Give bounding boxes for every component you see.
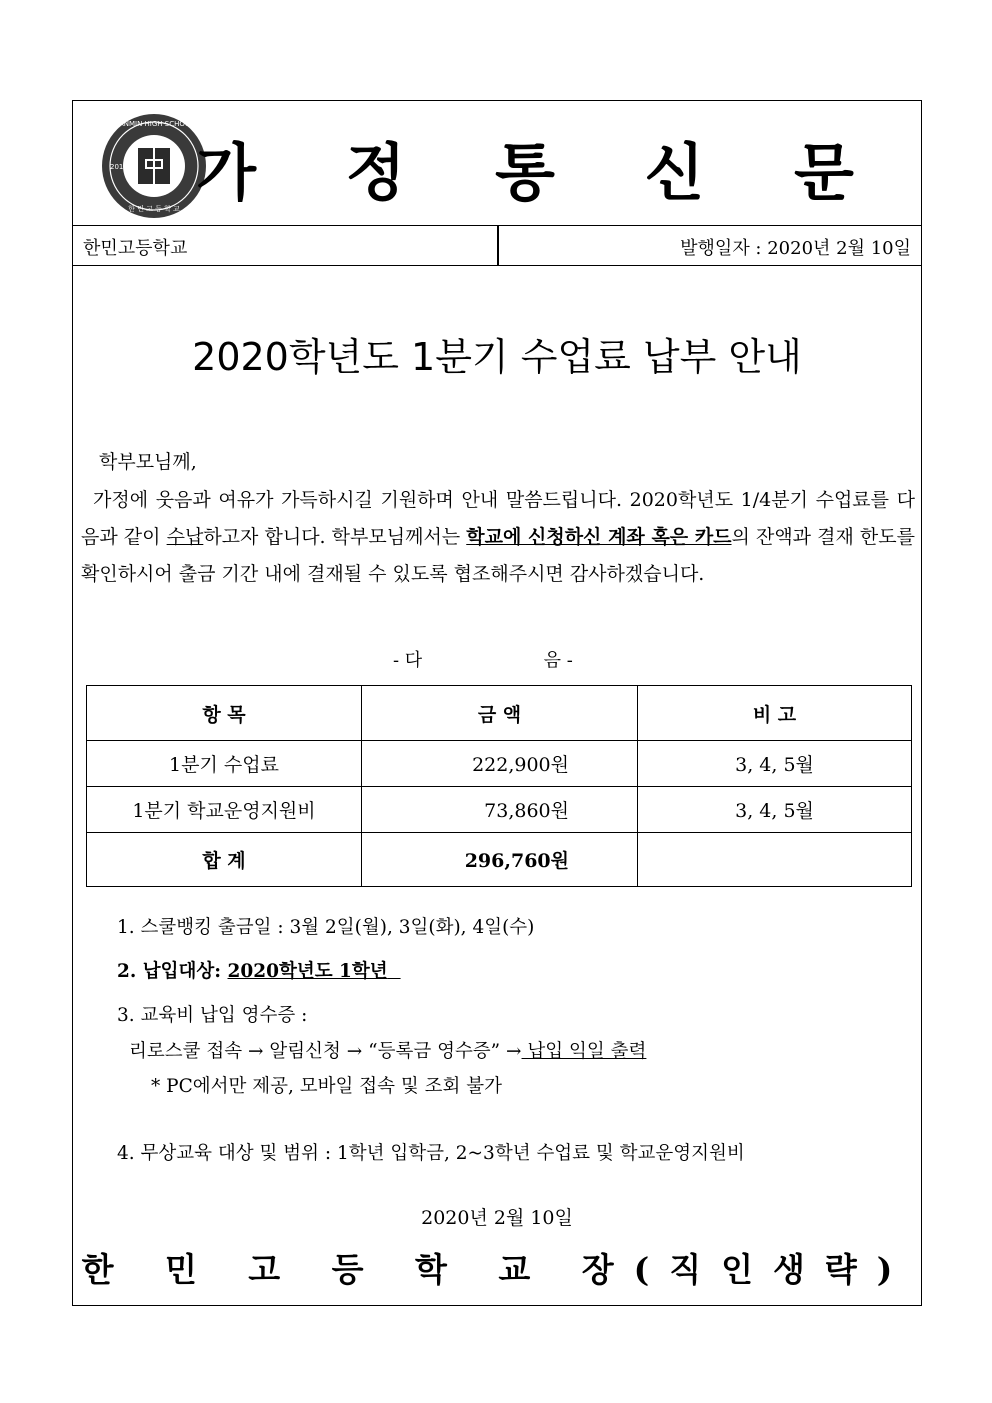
row-item: 1분기 수업료 <box>87 741 362 787</box>
total-amount: 296,760원 <box>362 833 638 887</box>
table-total-row <box>87 833 912 887</box>
row-note: 3, 4, 5월 <box>638 787 912 833</box>
item-target-value: 2020학년도 1학년 <box>227 961 388 982</box>
item-target-label: 2. 납입대상: <box>117 961 228 982</box>
row-item: 1분기 학교운영지원비 <box>87 787 362 833</box>
table-row <box>87 787 912 833</box>
logo-year: 2012 <box>110 163 128 171</box>
masthead-title: 가 정 통 신 문 <box>196 136 888 209</box>
info-bar <box>73 226 921 266</box>
row-note: 3, 4, 5월 <box>638 741 912 787</box>
body-underlined-1: 수납 <box>166 526 204 548</box>
row-amount: 222,900원 <box>362 741 638 787</box>
item-target <box>117 957 401 983</box>
logo-bottom-text: 한 민 고 등 학 교 <box>128 205 180 213</box>
header-amount: 금 액 <box>362 686 638 741</box>
header <box>73 101 921 226</box>
notice-title: 2020학년도 1분기 수업료 납부 안내 <box>192 335 802 379</box>
body-paragraph <box>81 482 915 593</box>
next-label-right: 음 - <box>543 650 573 671</box>
school-name: 한민고등학교 <box>83 238 188 259</box>
document-date: 2020년 2월 10일 <box>421 1207 573 1229</box>
total-label: 합 계 <box>87 833 362 887</box>
fee-table <box>86 685 912 887</box>
body-text-1: 가정에 웃음과 여유가 가득하시길 기원하며 안내 말씀드립니다. 2020학년도 1/4분기 수업료를 다음과 같이 <box>81 489 915 548</box>
body-text-3: 의 잔액과 결재 한도를 확인하시어 출금 기간 내에 결재될 수 있도록 협조해주시면 감사하겠습니다. <box>81 526 915 585</box>
row-amount: 73,860원 <box>362 787 638 833</box>
receipt-path-text: 리로스쿨 접속 → 알림신청 → “등록금 영수증” → <box>129 1041 522 1062</box>
item-receipt-path <box>129 1037 646 1063</box>
table-header-row <box>87 686 912 741</box>
newsletter-frame <box>72 100 922 1306</box>
next-label-left: - 다 <box>393 650 423 671</box>
item-withdrawal-date: 1. 스쿨뱅킹 출금일 : 3월 2일(월), 3일(화), 4일(수) <box>117 917 535 938</box>
header-item: 항 목 <box>87 686 362 741</box>
info-divider <box>497 226 499 265</box>
table-row <box>87 741 912 787</box>
body-text-2: 하고자 합니다. 학부모님께서는 <box>203 526 467 548</box>
header-note: 비 고 <box>638 686 912 741</box>
total-note <box>638 833 912 887</box>
receipt-path-underlined: 납입 익일 출력 <box>521 1041 647 1062</box>
next-label <box>393 646 573 672</box>
issue-date: 발행일자 : 2020년 2월 10일 <box>680 238 911 259</box>
body-underlined-bold: 학교에 신청하신 계좌 혹은 카드 <box>466 526 732 548</box>
principal-signoff: 한 민 고 등 학 교 장(직인생략) <box>81 1250 913 1289</box>
item-receipt: 3. 교육비 납입 영수증 : <box>117 1005 308 1026</box>
item-free-education: 4. 무상교육 대상 및 범위 : 1학년 입학금, 2~3학년 수업료 및 학교운영지원비 <box>117 1143 745 1164</box>
logo-ring-text: HANMIN HIGH SCHOOL <box>113 120 195 128</box>
greeting: 학부모님께, <box>99 451 197 473</box>
item-receipt-note: * PC에서만 제공, 모바일 접속 및 조회 불가 <box>151 1076 502 1097</box>
